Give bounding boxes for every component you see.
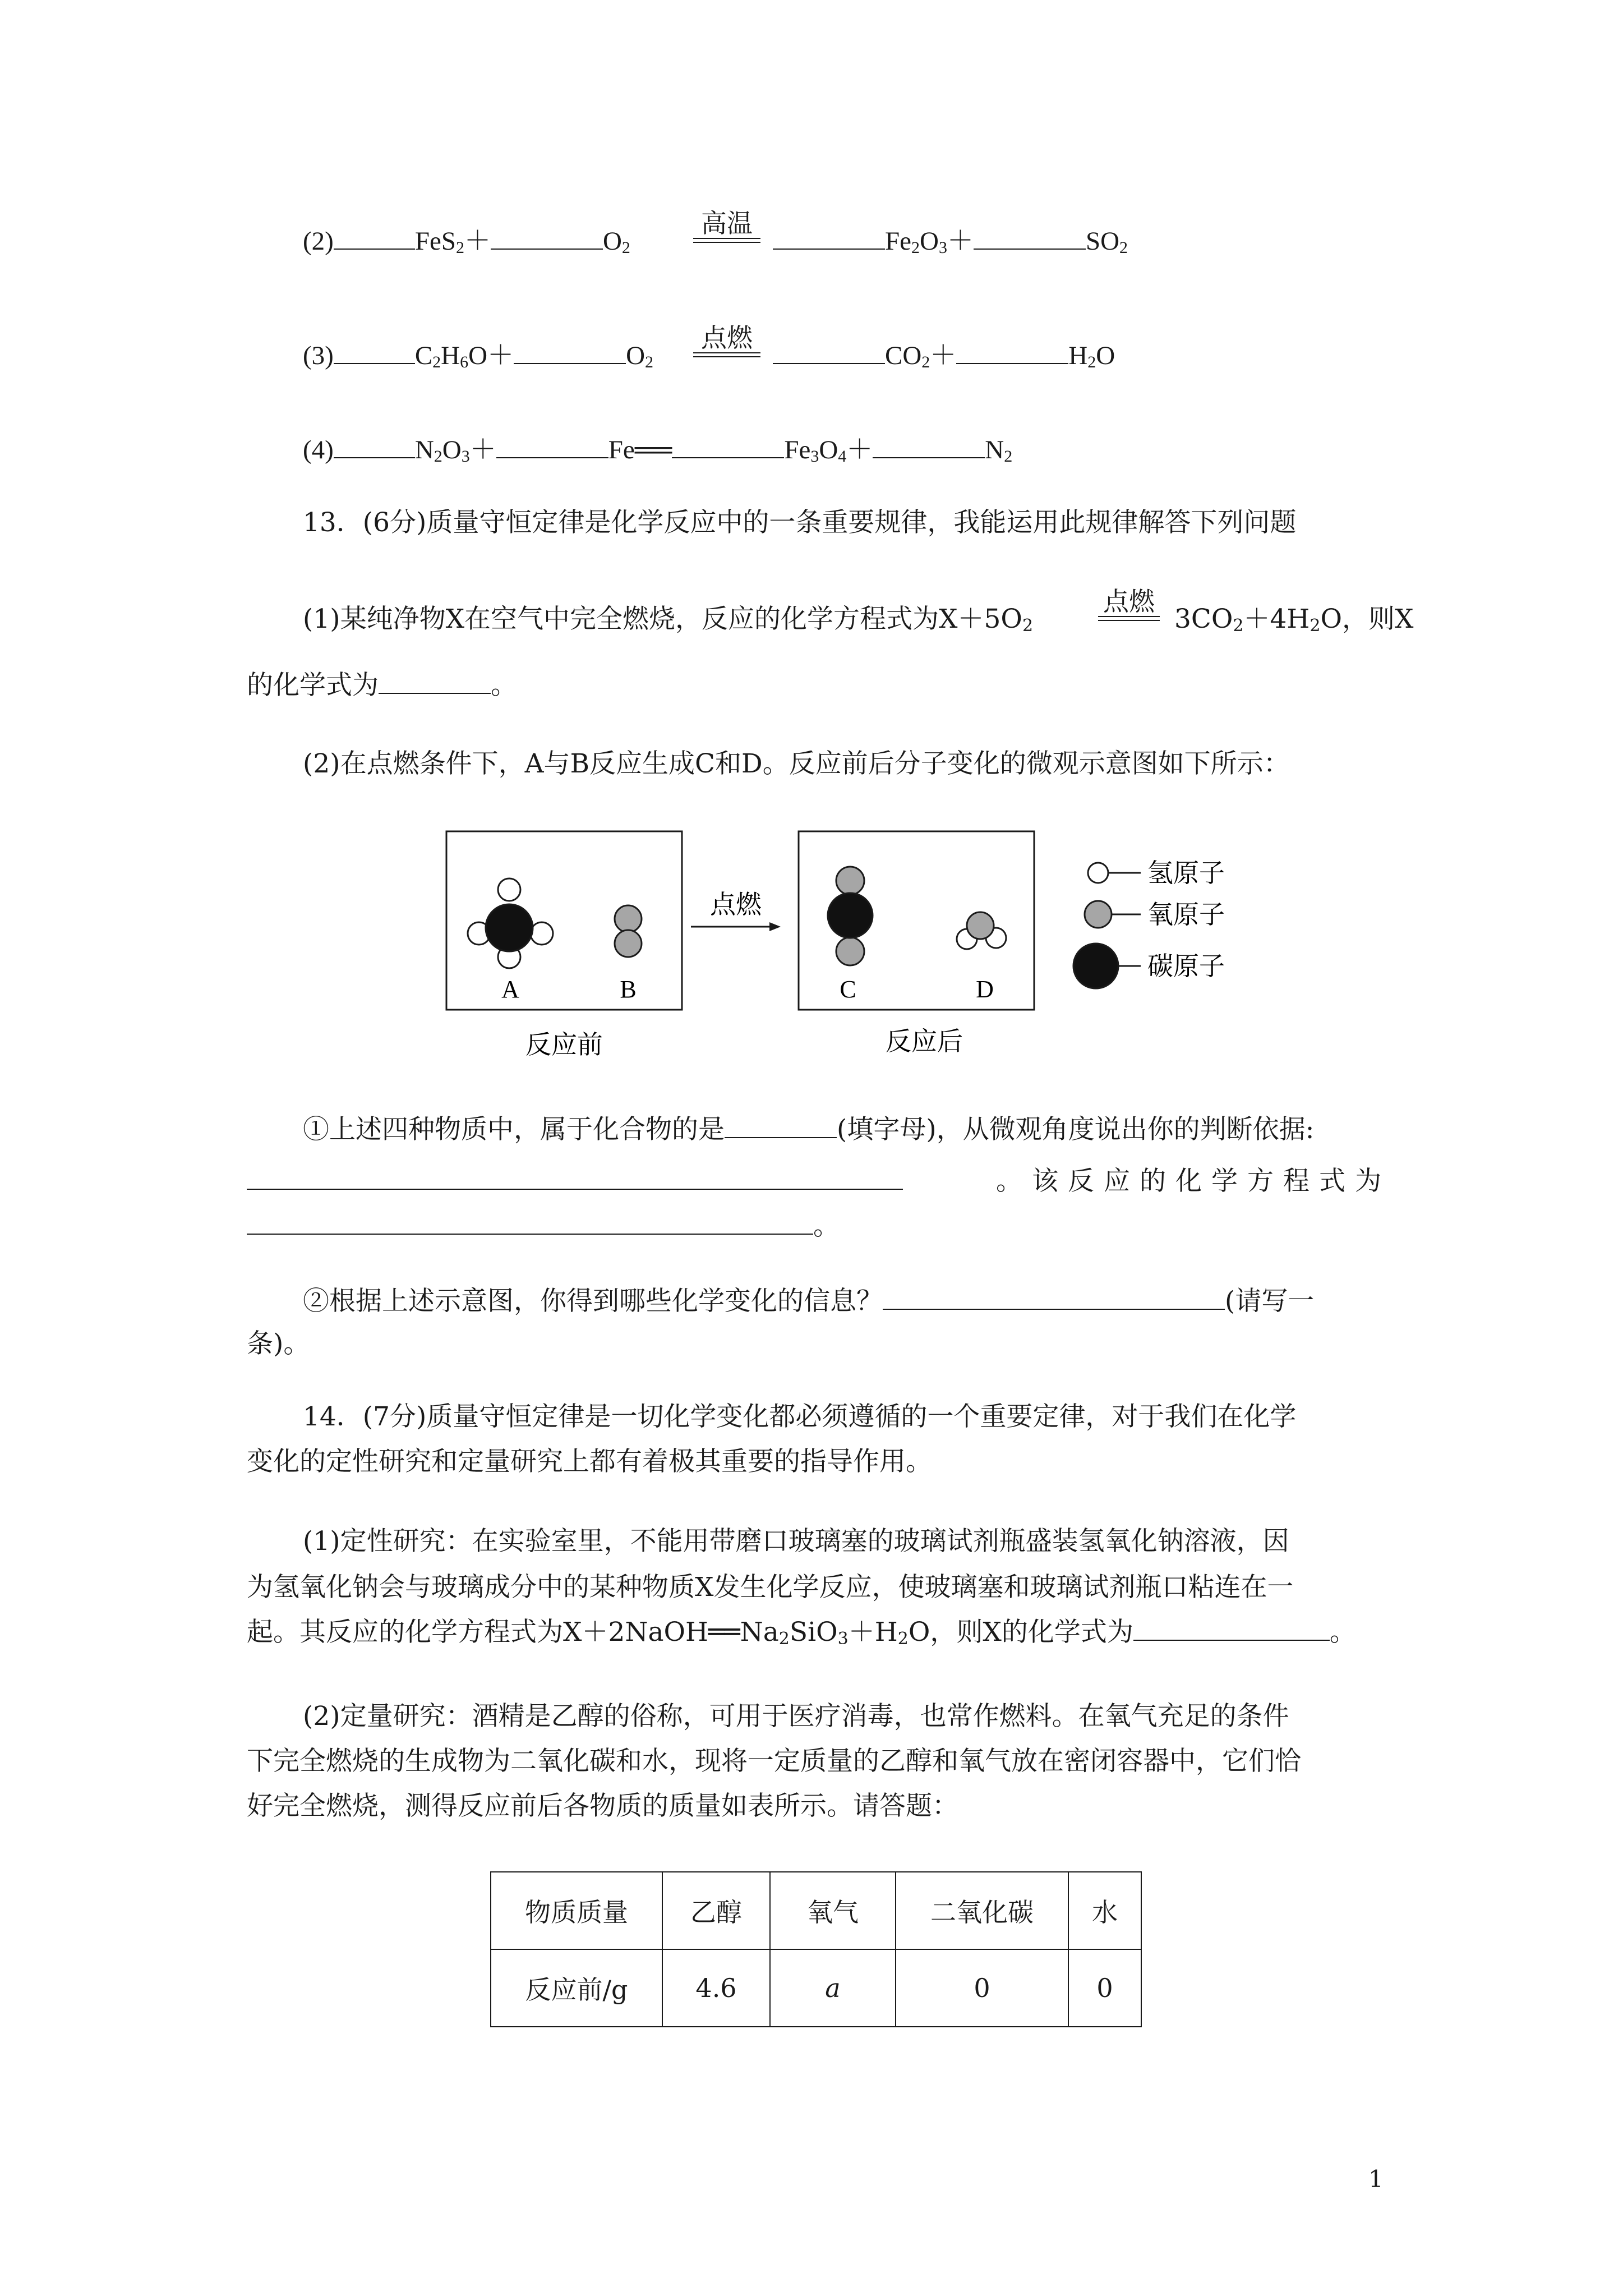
q13-part2: (2)在点燃条件下，A与B反应生成C和D。反应前后分子变化的微观示意图如下所示：: [303, 748, 1290, 779]
table-cell: 0: [1068, 1949, 1141, 2027]
b-oxygen-2: [615, 930, 642, 957]
molecule-b: [615, 905, 642, 957]
eq2-blank-2: [491, 225, 603, 250]
mass-table: [490, 1871, 1142, 2027]
label-b: B: [620, 976, 637, 1003]
legend-hydrogen-icon: [1088, 863, 1108, 883]
q13-sub1-line3: 。: [247, 1209, 840, 1243]
eq2-condition: 高温: [701, 208, 753, 238]
q13-part1-double-line: [1098, 616, 1160, 621]
equation-3: (3) $C_2H_6O+ O_2$: [303, 339, 653, 372]
eq3-double-line: [693, 352, 760, 357]
after-caption: 反应后: [886, 1026, 963, 1056]
molecule-a: [468, 878, 553, 968]
label-a: A: [501, 976, 519, 1003]
legend-oxygen-label: 氧原子: [1147, 899, 1225, 930]
before-box: [446, 831, 682, 1010]
b-oxygen-1: [615, 905, 642, 932]
table-header-cell: 物质质量: [491, 1872, 662, 1949]
q14-part2-line3: 好完全燃烧，测得反应前后各物质的质量如表所示。请答题：: [247, 1791, 958, 1821]
q14-part1-line1: (1)定性研究：在实验室里，不能用带磨口玻璃塞的玻璃试剂瓶盛装氢氧化钠溶液，因: [303, 1526, 1289, 1557]
reaction-arrowhead: [769, 922, 781, 931]
eq2-blank-4: [974, 225, 1086, 250]
c-oxygen-bottom: [836, 937, 864, 965]
q14-part2-line2: 下完全燃烧的生成物为二氧化碳和水，现将一定质量的乙醇和氧气放在密闭容器中，它们恰: [247, 1746, 1301, 1777]
equation-3-products: $CO_2+ H_2O$: [773, 339, 1115, 372]
eq3-blank-4: [956, 339, 1068, 364]
legend-carbon-label: 碳原子: [1147, 951, 1225, 981]
table-header-cell: 氧气: [770, 1872, 896, 1949]
molecule-c: [828, 867, 873, 965]
d-oxygen: [967, 912, 994, 939]
table-header-cell: 二氧化碳: [896, 1872, 1068, 1949]
c-carbon: [828, 893, 873, 938]
eq4-blank-3: [672, 434, 784, 458]
q14-part1-line2: 为氢氧化钠会与玻璃成分中的某种物质X发生化学反应，使玻璃塞和玻璃试剂瓶口粘连在一: [247, 1572, 1294, 1603]
eq3-condition: 点燃: [701, 323, 753, 353]
q14-heading-line1: 14．(7分)质量守恒定律是一切化学变化都必须遵循的一个重要定律，对于我们在化学: [303, 1401, 1297, 1432]
a-hydrogen-right: [531, 922, 553, 945]
before-caption: 反应前: [525, 1029, 603, 1060]
q13-sub2-line1: ②根据上述示意图，你得到哪些化学变化的信息？ (请写一: [303, 1286, 1315, 1317]
q13-part1-line2: 的化学式为 。: [247, 670, 517, 701]
label-c: C: [840, 976, 856, 1003]
a-carbon: [486, 904, 533, 951]
a-hydrogen-top: [498, 878, 520, 901]
eq3-blank-1: [334, 339, 415, 364]
q14-part1-line3: 起。其反应的化学方程式为$X+2NaOH══Na_2SiO_3+H_2O$，则X的化学式为 。: [247, 1617, 1356, 1649]
eq4-blank-1: [334, 434, 415, 458]
legend-carbon-icon: [1073, 944, 1118, 988]
q13-basis-blank: [247, 1165, 903, 1190]
molecule-diagram: [437, 819, 1447, 1066]
q13-compound-blank: [725, 1114, 837, 1138]
eq3-label: (3): [303, 341, 334, 370]
eq4-blank-2: [496, 434, 608, 458]
eq3-blank-3: [773, 339, 885, 364]
q13-info-blank: [883, 1285, 1225, 1310]
q13-part1-line1-end: $3CO_2+4H_2O$，则X: [1174, 604, 1414, 636]
table-cell: 0: [896, 1949, 1068, 2027]
q13-equation-blank: [247, 1210, 813, 1235]
eq4-blank-4: [873, 434, 985, 458]
q13-sub1-line2: 。该反应的化学方程式为: [247, 1165, 1391, 1198]
q13-sub2-line2: 条)。: [247, 1328, 310, 1359]
q14-part2-line1: (2)定量研究：酒精是乙醇的俗称，可用于医疗消毒，也常作燃料。在氧气充足的条件: [303, 1701, 1289, 1732]
legend-hydrogen-label: 氢原子: [1147, 858, 1225, 888]
equation-2: (2) $FeS_2+ O_2$: [303, 224, 630, 258]
q13-part1-condition: 点燃: [1103, 586, 1155, 616]
table-cell: a: [770, 1949, 896, 2027]
arrow-condition: 点燃: [710, 889, 762, 919]
table-cell: 反应前/g: [491, 1949, 662, 2027]
table-header-cell: 水: [1068, 1872, 1141, 1949]
table-row: [491, 1949, 1141, 2027]
molecule-d: [957, 912, 1006, 949]
eq2-blank-1: [334, 225, 415, 250]
eq2-double-line: [693, 238, 760, 243]
legend-oxygen-icon: [1085, 901, 1112, 928]
table-cell: 4.6: [662, 1949, 770, 2027]
eq2-label: (2): [303, 227, 334, 256]
legend: [1073, 858, 1225, 988]
q14-formula-blank: [1133, 1616, 1330, 1641]
page-number: 1: [1368, 2165, 1384, 2193]
table-header-row: [491, 1872, 1141, 1949]
equation-2-products: $Fe_2O_3+ SO_2$: [773, 224, 1128, 258]
q13-heading: 13．(6分)质量守恒定律是化学反应中的一条重要规律，我能运用此规律解答下列问题: [303, 507, 1297, 538]
q13-formula-blank: [379, 669, 491, 694]
eq2-blank-3: [773, 225, 885, 250]
c-oxygen-top: [836, 867, 864, 895]
q13-sub1-line1: ①上述四种物质中，属于化合物的是 (填字母)，从微观角度说出你的判断依据:: [303, 1114, 1315, 1145]
eq4-label: (4): [303, 435, 334, 464]
q13-part1-line1: (1)某纯净物X在空气中完全燃烧，反应的化学方程式为$X+5O_2$: [303, 604, 1034, 636]
label-d: D: [976, 976, 994, 1003]
eq3-blank-2: [514, 339, 626, 364]
table-header-cell: 乙醇: [662, 1872, 770, 1949]
equation-4: (4) $N_2O_3+$ Fe══ $Fe_3O_4+ N_2$: [303, 433, 1012, 467]
q14-heading-line2: 变化的定性研究和定量研究上都有着极其重要的指导作用。: [247, 1446, 932, 1477]
